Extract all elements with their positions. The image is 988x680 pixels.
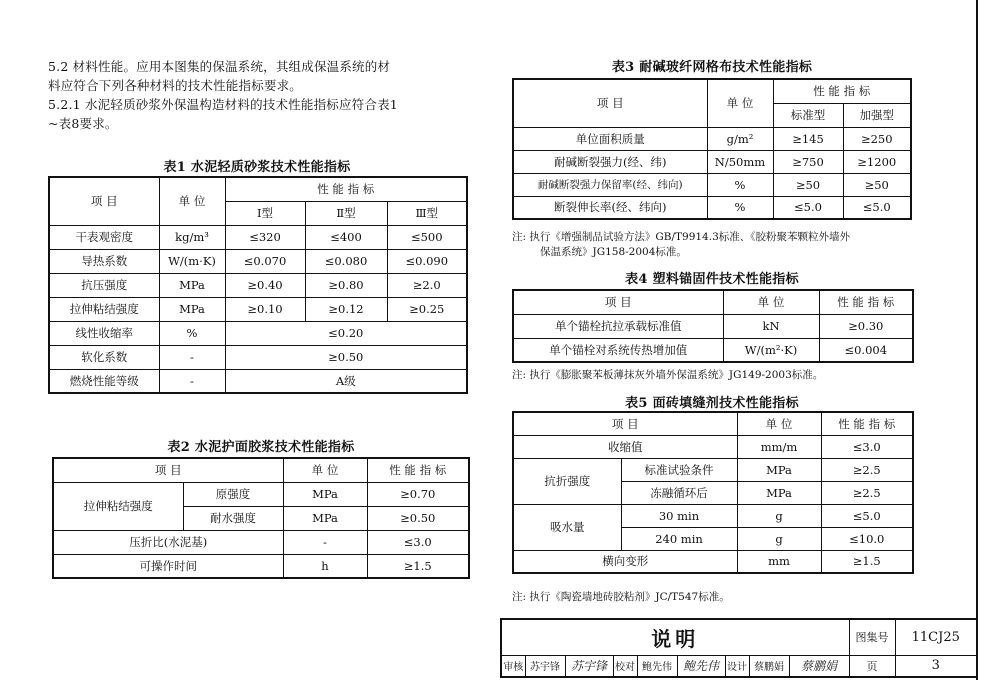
table3-unit: g/m² bbox=[707, 127, 773, 150]
table1-value: ≥0.12 bbox=[305, 297, 387, 321]
table3-item: 耐碱断裂强力保留率(经、纬向) bbox=[513, 173, 707, 196]
table1-value: ≤0.090 bbox=[387, 249, 467, 273]
table2-unit: - bbox=[283, 530, 367, 554]
table3-item: 断裂伸长率(经、纬向) bbox=[513, 196, 707, 219]
intro-line: 5.2 材料性能。应用本图集的保温系统，其组成保温系统的材 bbox=[48, 59, 391, 74]
table4-unit: W/(m²·K) bbox=[723, 338, 819, 362]
table1-unit: kg/m³ bbox=[159, 225, 225, 249]
atlas-no-label: 图集号 bbox=[849, 619, 895, 655]
table4-head-unit: 单 位 bbox=[723, 290, 819, 314]
table1-unit: - bbox=[159, 345, 225, 369]
table5-unit: MPa bbox=[737, 481, 821, 504]
table2-head-unit: 单 位 bbox=[283, 458, 367, 482]
table1-unit: MPa bbox=[159, 297, 225, 321]
table3-value: ≥50 bbox=[773, 173, 843, 196]
table1-head-perf: 性 能 指 标 bbox=[225, 177, 467, 201]
table1-item: 软化系数 bbox=[49, 345, 159, 369]
table2-value: ≥0.50 bbox=[367, 506, 469, 530]
table2-title: 表2 水泥护面胶浆技术性能指标 bbox=[167, 440, 355, 455]
table4-note: 注: 执行《膨胀聚苯板薄抹灰外墙外保温系统》JG149-2003标准。 bbox=[512, 369, 824, 381]
table1-value: ≤320 bbox=[225, 225, 305, 249]
table5-title: 表5 面砖填缝剂技术性能指标 bbox=[625, 396, 799, 411]
atlas-no: 11CJ25 bbox=[895, 619, 977, 655]
title-block bbox=[500, 618, 978, 678]
table3-title: 表3 耐碱玻纤网格布技术性能指标 bbox=[611, 60, 813, 75]
table4-item: 单个锚栓抗拉承载标准值 bbox=[513, 314, 723, 338]
table1-head-item: 项 目 bbox=[49, 177, 159, 225]
table1-value: A级 bbox=[225, 369, 467, 393]
table3-value: ≥50 bbox=[843, 173, 911, 196]
designer-signature bbox=[789, 655, 849, 677]
table1-value: ≤0.080 bbox=[305, 249, 387, 273]
table5-note: 注: 执行《陶瓷墙地砖胶粘剂》JC/T547标准。 bbox=[512, 591, 730, 603]
table1-item: 导热系数 bbox=[49, 249, 159, 273]
table2-head-item: 项 目 bbox=[53, 458, 283, 482]
table1-head-type1: Ⅰ型 bbox=[225, 201, 305, 225]
table1-item: 线性收缩率 bbox=[49, 321, 159, 345]
table5-sub: 冻融循环后 bbox=[621, 481, 737, 504]
signature-mark: 鲍先伟 bbox=[682, 659, 719, 674]
table3-head-unit: 单 位 bbox=[707, 79, 773, 127]
table3-head-standard: 标准型 bbox=[773, 103, 843, 127]
reviewer-name: 苏宇锋 bbox=[525, 655, 565, 677]
table1-head-unit: 单 位 bbox=[159, 177, 225, 225]
table5 bbox=[512, 411, 914, 574]
table1-value: ≥0.80 bbox=[305, 273, 387, 297]
table5-sub: 30 min bbox=[621, 504, 737, 527]
table1-value: ≥0.25 bbox=[387, 297, 467, 321]
signature-mark: 苏宇锋 bbox=[570, 659, 607, 674]
table2-value: ≥0.70 bbox=[367, 482, 469, 506]
table3-value: ≥250 bbox=[843, 127, 911, 150]
table3-value: ≥145 bbox=[773, 127, 843, 150]
intro-line: ~表8要求。 bbox=[48, 116, 118, 131]
table4-item: 单个锚栓对系统传热增加值 bbox=[513, 338, 723, 362]
table2-value: ≥1.5 bbox=[367, 554, 469, 578]
table5-value: ≤5.0 bbox=[821, 504, 913, 527]
table3-head-reinforced: 加强型 bbox=[843, 103, 911, 127]
intro-line: 5.2.1 水泥轻质砂浆外保温构造材料的技术性能指标应符合表1 bbox=[48, 97, 398, 112]
design-label: 设计 bbox=[725, 655, 749, 677]
table5-value: ≥2.5 bbox=[821, 458, 913, 481]
table4-head-perf: 性 能 指 标 bbox=[819, 290, 913, 314]
table5-value: ≥2.5 bbox=[821, 481, 913, 504]
table5-item: 横向变形 bbox=[513, 550, 737, 573]
table5-head-perf: 性 能 指 标 bbox=[821, 412, 913, 435]
review-label: 审核 bbox=[501, 655, 525, 677]
table2-value: ≤3.0 bbox=[367, 530, 469, 554]
table3-head-item: 项 目 bbox=[513, 79, 707, 127]
table5-flex-label: 抗折强度 bbox=[513, 458, 621, 504]
table2-unit: h bbox=[283, 554, 367, 578]
table1-unit: MPa bbox=[159, 273, 225, 297]
table1-value: ≤400 bbox=[305, 225, 387, 249]
table2-head-perf: 性 能 指 标 bbox=[367, 458, 469, 482]
table3-item: 单位面积质量 bbox=[513, 127, 707, 150]
table3-item: 耐碱断裂强力(经、纬) bbox=[513, 150, 707, 173]
table3-head-perf: 性 能 指 标 bbox=[773, 79, 911, 103]
table3-value: ≥1200 bbox=[843, 150, 911, 173]
table2-unit: MPa bbox=[283, 506, 367, 530]
table3-unit: % bbox=[707, 173, 773, 196]
table2-sub: 原强度 bbox=[183, 482, 283, 506]
table3-note-line: 保温系统》JG158-2004标准。 bbox=[540, 246, 687, 258]
table2-item: 可操作时间 bbox=[53, 554, 283, 578]
designer-name: 蔡鹏娟 bbox=[749, 655, 789, 677]
intro-text bbox=[48, 57, 468, 133]
table1-value: ≥2.0 bbox=[387, 273, 467, 297]
table1-value: ≤0.20 bbox=[225, 321, 467, 345]
table5-value: ≤10.0 bbox=[821, 527, 913, 550]
frame-right-border bbox=[976, 0, 978, 680]
table5-water-label: 吸水量 bbox=[513, 504, 621, 550]
table4-title: 表4 塑料锚固件技术性能指标 bbox=[625, 272, 799, 287]
table1-item: 拉伸粘结强度 bbox=[49, 297, 159, 321]
table3-unit: % bbox=[707, 196, 773, 219]
table4-value: ≤0.004 bbox=[819, 338, 913, 362]
table5-item: 收缩值 bbox=[513, 435, 737, 458]
table4 bbox=[512, 289, 914, 363]
table2-bond-label: 拉伸粘结强度 bbox=[53, 482, 183, 530]
table3-note bbox=[512, 230, 932, 260]
drawing-title bbox=[501, 619, 849, 655]
table1-item: 燃烧性能等级 bbox=[49, 369, 159, 393]
table5-unit: mm/m bbox=[737, 435, 821, 458]
table1-head-type2: Ⅱ型 bbox=[305, 201, 387, 225]
table5-unit: g bbox=[737, 504, 821, 527]
table1-item: 抗压强度 bbox=[49, 273, 159, 297]
table1-head-type3: Ⅲ型 bbox=[387, 201, 467, 225]
table1-value: ≥0.10 bbox=[225, 297, 305, 321]
table5-unit: mm bbox=[737, 550, 821, 573]
table1-value: ≥0.40 bbox=[225, 273, 305, 297]
table3-note-line: 注: 执行《增强制品试验方法》GB/T9914.3标准、《胶粉聚苯颗粒外墙外 bbox=[512, 231, 851, 243]
table1 bbox=[48, 176, 468, 394]
table1-title: 表1 水泥轻质砂浆技术性能指标 bbox=[163, 160, 351, 175]
table2-sub: 耐水强度 bbox=[183, 506, 283, 530]
table3 bbox=[512, 78, 912, 220]
drawing-title-text: 说明 bbox=[651, 626, 700, 651]
table1-unit: % bbox=[159, 321, 225, 345]
proofer-name: 鲍先伟 bbox=[637, 655, 677, 677]
table3-unit: N/50mm bbox=[707, 150, 773, 173]
table5-head-item: 项 目 bbox=[513, 412, 737, 435]
table1-unit: W/(m·K) bbox=[159, 249, 225, 273]
table5-sub: 240 min bbox=[621, 527, 737, 550]
table2-item: 压折比(水泥基) bbox=[53, 530, 283, 554]
proof-label: 校对 bbox=[613, 655, 637, 677]
table4-head-item: 项 目 bbox=[513, 290, 723, 314]
table3-value: ≥750 bbox=[773, 150, 843, 173]
table4-unit: kN bbox=[723, 314, 819, 338]
page-number: 3 bbox=[895, 655, 977, 677]
table2-unit: MPa bbox=[283, 482, 367, 506]
table5-unit: MPa bbox=[737, 458, 821, 481]
table2 bbox=[52, 457, 470, 579]
table3-value: ≤5.0 bbox=[843, 196, 911, 219]
table3-value: ≤5.0 bbox=[773, 196, 843, 219]
page-label: 页 bbox=[849, 655, 895, 677]
table5-sub: 标准试验条件 bbox=[621, 458, 737, 481]
table1-item: 干表观密度 bbox=[49, 225, 159, 249]
table5-unit: g bbox=[737, 527, 821, 550]
table1-value: ≥0.50 bbox=[225, 345, 467, 369]
reviewer-signature bbox=[565, 655, 613, 677]
table5-head-unit: 单 位 bbox=[737, 412, 821, 435]
table5-value: ≤3.0 bbox=[821, 435, 913, 458]
table1-unit: - bbox=[159, 369, 225, 393]
signature-mark: 蔡鹏娟 bbox=[800, 659, 837, 674]
intro-line: 料应符合下列各种材料的技术性能指标要求。 bbox=[48, 78, 303, 93]
table1-value: ≤500 bbox=[387, 225, 467, 249]
proofer-signature bbox=[677, 655, 725, 677]
table5-value: ≥1.5 bbox=[821, 550, 913, 573]
table1-value: ≤0.070 bbox=[225, 249, 305, 273]
table4-value: ≥0.30 bbox=[819, 314, 913, 338]
